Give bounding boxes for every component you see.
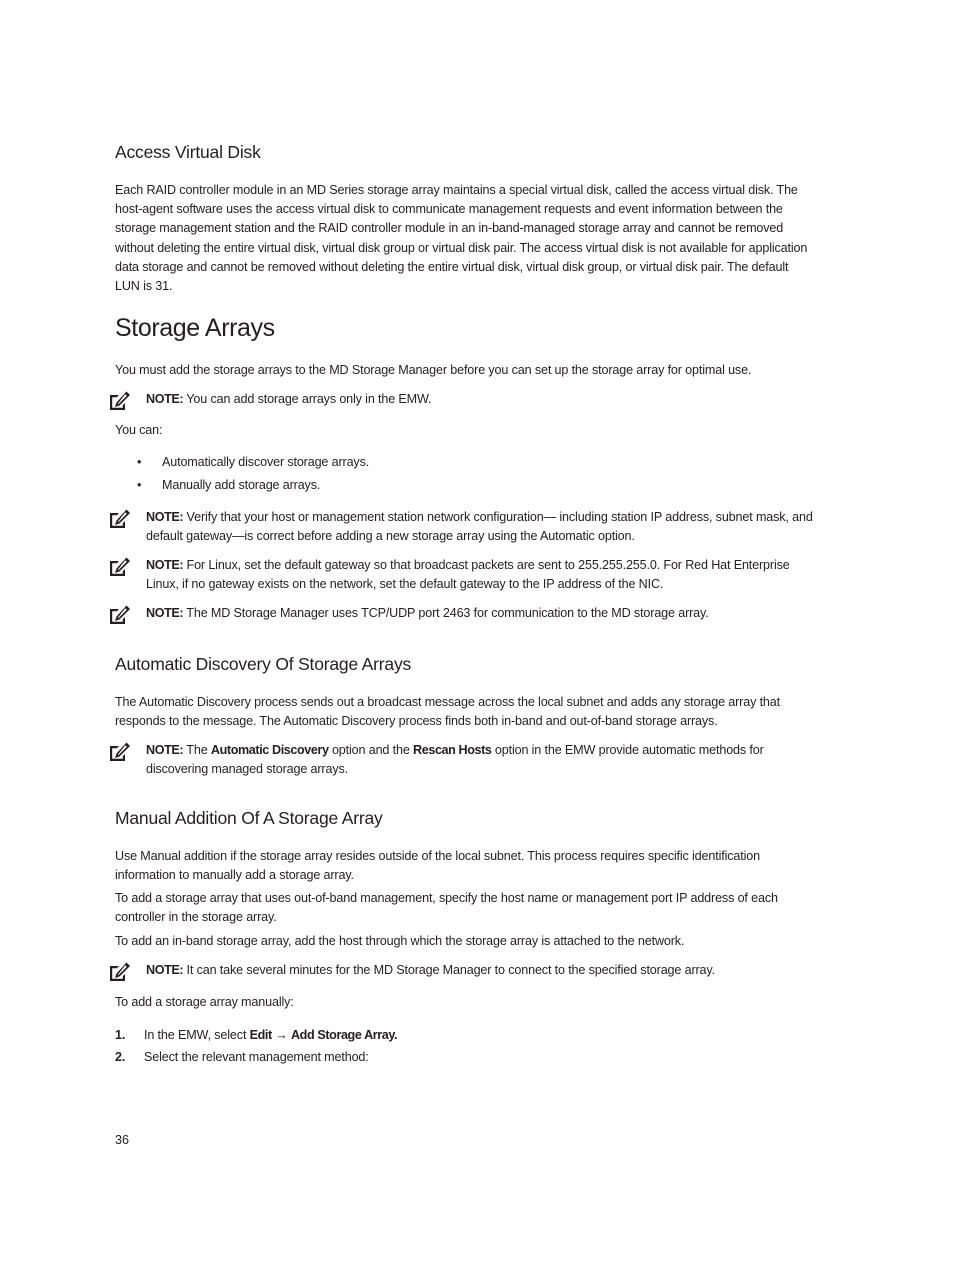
note-text: [146, 508, 814, 546]
paragraph-access-virtual-disk: Each RAID controller module in an MD Series storage array maintains a special virtual disk, called the access virtual disk. The host-agent software uses the access virtual disk to communicate management requests and event information between the storage management station and the RAID controller module in an in-band-managed storage array and cannot be removed without deleting the entire virtual disk, virtual disk group or virtual disk pair. The access virtual disk is not available for application data storage and cannot be removed without deleting the entire virtual disk, virtual disk group, or virtual disk pair. The default LUN is 31.: [115, 183, 808, 294]
pencil-note-icon: [109, 557, 131, 577]
pencil-note-icon: [109, 962, 131, 982]
paragraph-automatic-discovery: The Automatic Discovery process sends out a broadcast message across the local subnet and adds any storage array that responds to the message. The Automatic Discovery process finds both in-band and out-of-band storage arrays.: [115, 695, 780, 729]
step-text: Select the relevant management method:: [144, 1050, 369, 1064]
note-text: [146, 961, 814, 980]
step-text: [144, 1026, 397, 1045]
pencil-note-icon: [109, 742, 131, 762]
heading-automatic-discovery: Automatic Discovery Of Storage Arrays: [115, 654, 412, 674]
step-number: 2.: [115, 1050, 126, 1064]
heading-storage-arrays: Storage Arrays: [115, 314, 275, 342]
ui-term-rescan-hosts: Rescan Hosts: [413, 743, 492, 757]
paragraph-storage-arrays-intro: You must add the storage arrays to the MD Storage Manager before you can set up the storage array for optimal use.: [115, 363, 752, 377]
note-body: option in the EMW provide automatic methods for discovering managed storage arrays.: [146, 743, 764, 777]
ui-term-automatic-discovery: Automatic Discovery: [210, 743, 329, 757]
paragraph-manual-addition-1: Use Manual addition if the storage array resides outside of the local subnet. This process requires specific identification information to manually add a storage array.: [115, 849, 760, 883]
step-text-plain: In the EMW, select: [144, 1028, 250, 1042]
note-body: It can take several minutes for the MD Storage Manager to connect to the specified storage array.: [183, 963, 715, 977]
note-label: NOTE:: [146, 606, 184, 620]
note-body: The MD Storage Manager uses TCP/UDP port 2463 for communication to the MD storage array.: [183, 606, 709, 620]
note-body: The: [183, 743, 211, 757]
menu-term-add-storage-array: Add Storage Array.: [290, 1028, 398, 1042]
menu-term-edit: Edit: [249, 1028, 272, 1042]
note-text: [146, 741, 814, 779]
note-body: For Linux, set the default gateway so that broadcast packets are sent to 255.255.255.0. For Red Hat Enterprise Linux, if no gateway exists on the network, set the default gateway to the IP address of the NIC.: [146, 558, 790, 592]
heading-access-virtual-disk: Access Virtual Disk: [115, 142, 261, 162]
note-label: NOTE:: [146, 743, 184, 757]
note-body: option and the: [328, 743, 414, 757]
pencil-note-icon: [109, 391, 131, 411]
note-text: [146, 556, 814, 594]
note-label: NOTE:: [146, 558, 184, 572]
page-number: 36: [115, 1133, 130, 1147]
note-text: [146, 390, 814, 409]
note-label: NOTE:: [146, 392, 184, 406]
paragraph-manual-addition-3: To add an in-band storage array, add the host through which the storage array is attached to the network.: [115, 934, 685, 948]
pencil-note-icon: [109, 509, 131, 529]
note-body: You can add storage arrays only in the EMW.: [183, 392, 432, 406]
bullet-symbol: •: [137, 455, 142, 469]
list-item-text: Manually add storage arrays.: [162, 478, 321, 492]
paragraph-manual-addition-2: To add a storage array that uses out-of-band management, specify the host name or management port IP address of each controller in the storage array.: [115, 891, 778, 925]
bullet-symbol: •: [137, 478, 142, 492]
arrow-separator: →: [271, 1028, 291, 1042]
list-item-text: Automatically discover storage arrays.: [162, 455, 370, 469]
pencil-note-icon: [109, 605, 131, 625]
heading-manual-addition: Manual Addition Of A Storage Array: [115, 808, 383, 828]
note-body: Verify that your host or management station network configuration— including station IP address, subnet mask, and default gateway—is correct before adding a new storage array using the Automatic option.: [146, 510, 813, 544]
note-text: [146, 604, 814, 623]
note-label: NOTE:: [146, 963, 184, 977]
paragraph-you-can: You can:: [115, 423, 163, 437]
paragraph-to-add-manually: To add a storage array manually:: [115, 995, 294, 1009]
step-number: 1.: [115, 1028, 126, 1042]
note-label: NOTE:: [146, 510, 184, 524]
